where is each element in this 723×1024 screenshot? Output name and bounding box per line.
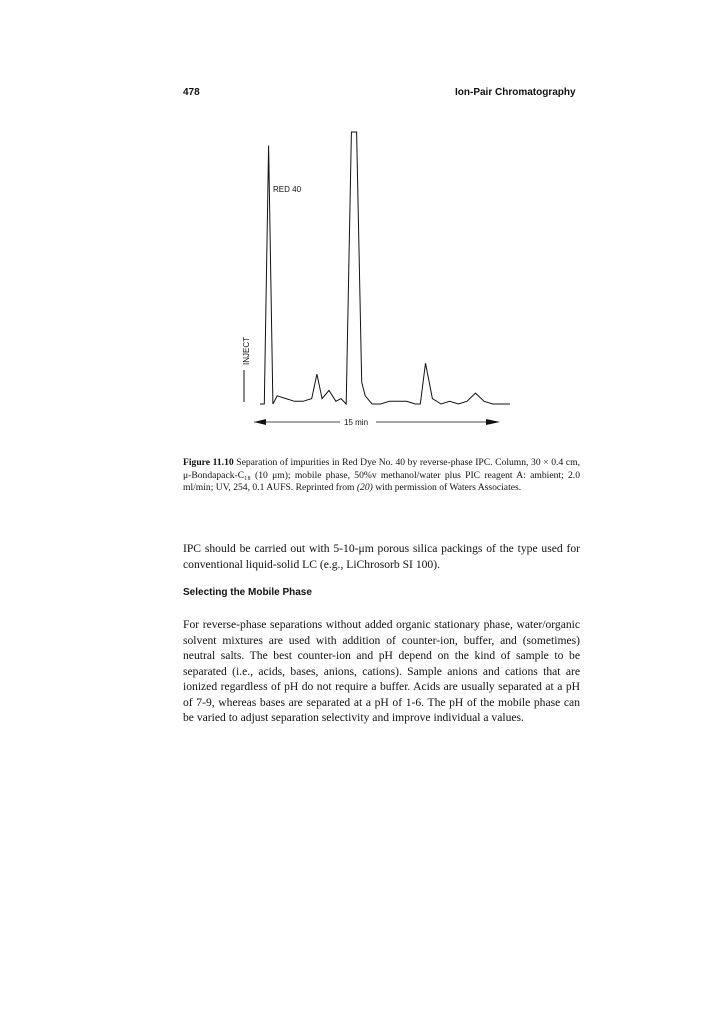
figure-label: Figure 11.10 [183,457,234,468]
paragraph-2: For reverse-phase separations without added organic stationary phase, water/organic solvent mixtures are used with addition of counter-ion, buffer, and (sometimes) neutral salts. The best counter-ion and pH depend on the kind of sample to be separated (i.e., acids, bases, anions, cations). Sample anions and cations that are ionized regardless of pH do not require a buffer. Acids are usually separated at a pH of 7-9, whereas bases are separated at a pH of 1-6. The pH of the mobile phase can be varied to adjust separation selectivity and improve individual a values. [183,618,580,724]
running-title: Ion-Pair Chromatography [455,87,576,98]
figure-reference: (20) [356,482,373,494]
inject-label: INJECT [242,337,251,365]
paragraph-1: IPC should be carried out with 5-10-μm porous silica packings of the type used for conventional liquid-solid LC (e.g., LiChrosorb SI 100). [183,542,580,571]
chromatogram-figure [230,120,530,440]
time-axis-left-arrow [254,419,266,425]
figure-caption [183,457,580,495]
figure-caption-end: with permission of Waters Associates. [375,482,522,494]
page-number: 478 [183,87,200,98]
chromatogram-svg [230,120,530,440]
time-axis-label: 15 min [344,418,369,427]
chromatogram-trace [260,132,510,404]
figure-caption-text: Separation of impurities in Red Dye No. 40 by reverse-phase IPC. Column, 30 × 0.4 cm, μ-Bondapack-C₁₈ (10 μm); mobile phase, 50%v methanol/water plus PIC reagent A: ambient; 2.0 ml/min; UV, 254, 0.1 AUFS. Reprinted from [183,457,580,494]
red40-peak-label: RED 40 [273,185,302,194]
section-heading: Selecting the Mobile Phase [183,587,312,598]
time-axis-right-arrow [486,419,500,425]
